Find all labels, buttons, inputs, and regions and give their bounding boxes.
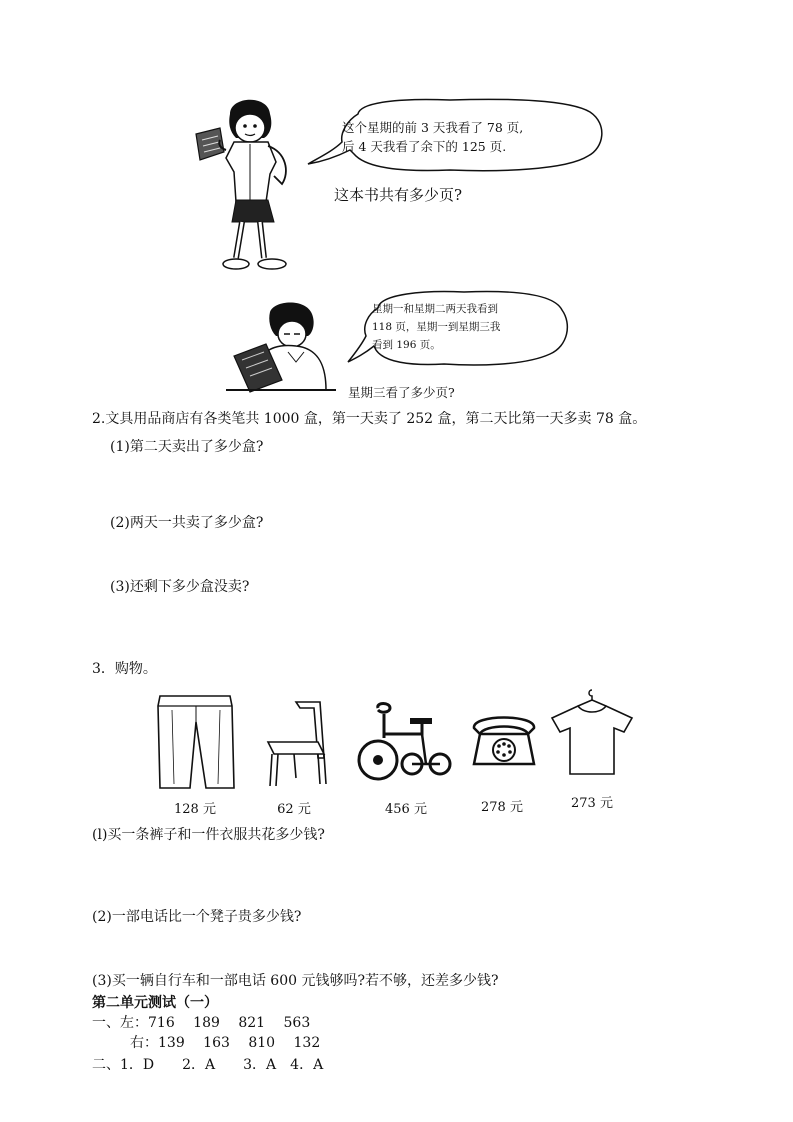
price-tshirt: 273 元 — [571, 796, 613, 811]
problem-2-stem: 2.文具用品商店有各类笔共 1000 盒，第一天卖了 252 盒，第二天比第一天多卖 78 盒。 — [92, 411, 647, 427]
price-tricycle: 456 元 — [385, 802, 427, 817]
bubble-1-line-2: 后 4 天我看了余下的 125 页. — [342, 139, 507, 154]
problem-2-question-1: (1)第二天卖出了多少盒? — [110, 439, 264, 455]
bubble-2-line-3: 看到 196 页。 — [372, 339, 441, 351]
price-chair: 62 元 — [277, 802, 311, 817]
tricycle-icon — [356, 698, 456, 786]
bubble-2-line-2: 118 页，星期一到星期三我 — [372, 321, 501, 333]
boy-reading-illustration — [226, 300, 336, 398]
pants-icon — [150, 692, 240, 792]
bubble-2-line-1: 星期一和星期二两天我看到 — [372, 303, 498, 315]
problem-3-title: 3．购物。 — [92, 661, 157, 677]
problem-2-question-3: (3)还剩下多少盒没卖? — [110, 579, 250, 595]
problem-3-question-1: (l)买一条裤子和一件衣服共花多少钱? — [92, 827, 325, 843]
answers-row-3: 二、1．D 2．A 3．A 4．A — [92, 1057, 324, 1073]
problem-2-question-2: (2)两天一共卖了多少盒? — [110, 515, 264, 531]
answers-heading: 第二单元测试（一） — [92, 995, 218, 1011]
bubble-1-line-1: 这个星期的前 3 天我看了 78 页, — [342, 120, 524, 135]
telephone-icon — [468, 708, 540, 770]
price-pants: 128 元 — [174, 802, 216, 817]
chair-icon — [262, 698, 334, 790]
tshirt-icon — [548, 688, 638, 778]
answers-row-1: 一、左：716 189 821 563 — [92, 1015, 311, 1031]
scene-2-question: 星期三看了多少页? — [348, 385, 455, 400]
problem-3-question-3: (3)买一辆自行车和一部电话 600 元钱够吗?若不够，还差多少钱? — [92, 973, 499, 989]
scene-1-question: 这本书共有多少页? — [334, 186, 463, 204]
price-telephone: 278 元 — [481, 800, 523, 815]
problem-3-question-2: (2)一部电话比一个凳子贵多少钱? — [92, 909, 302, 925]
girl-reading-illustration — [190, 92, 310, 282]
answers-row-2: 右：139 163 810 132 — [130, 1035, 321, 1051]
